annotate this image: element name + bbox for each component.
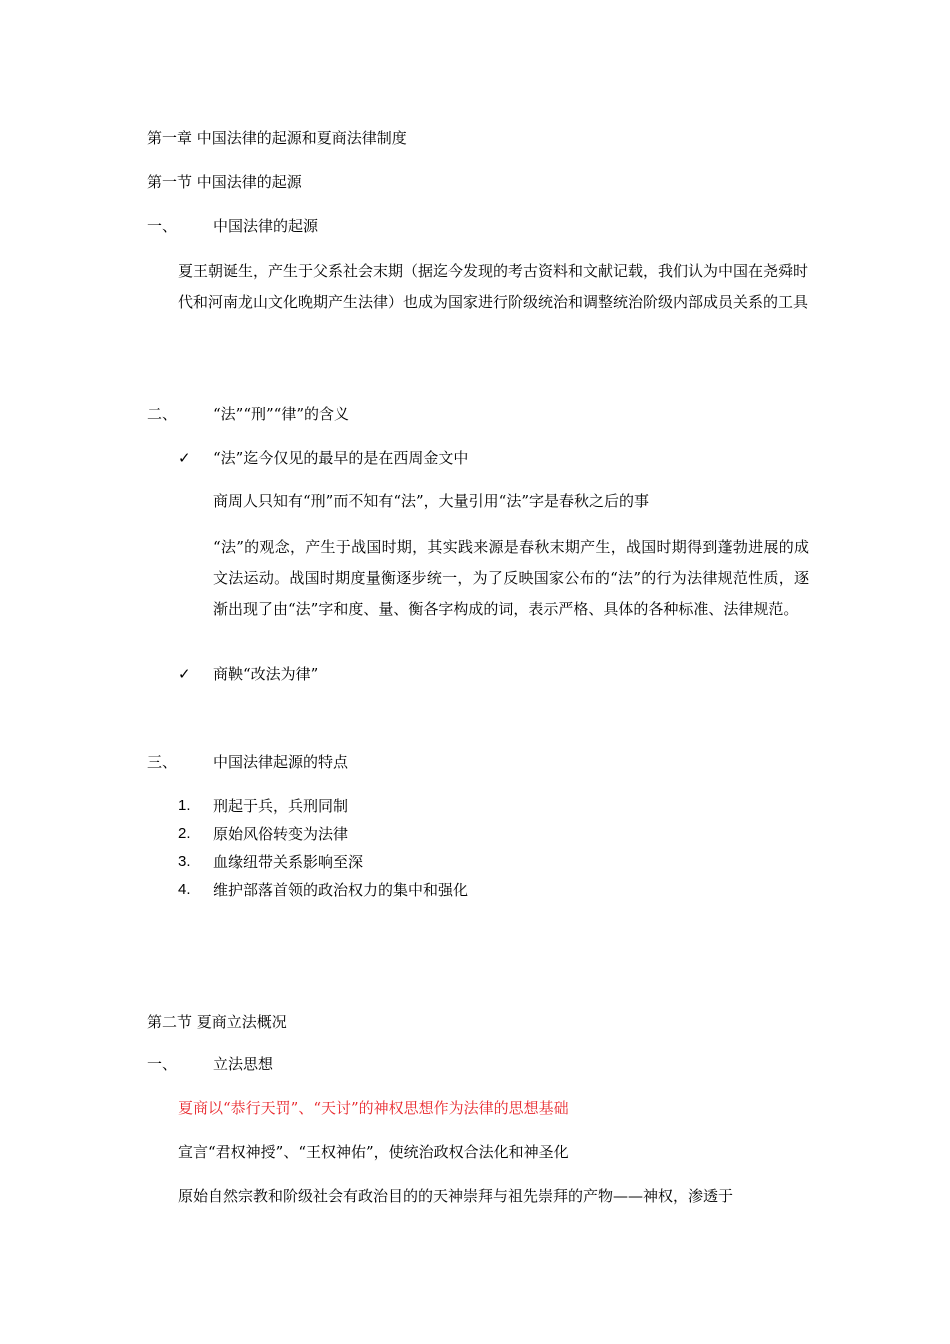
list-item: 维护部落首领的政治权力的集中和强化: [213, 881, 469, 899]
section-2-title: 第二节 夏商立法概况: [147, 1013, 287, 1031]
bullet-1-sub-1: 商周人只知有“刑”而不知有“法”，大量引用“法”字是春秋之后的事: [213, 492, 650, 510]
statement-line-2: 宣言“君权神授”、“王权神佑”，使统治政权合法化和神圣化: [178, 1143, 569, 1161]
checkmark-icon: ✓: [178, 665, 191, 683]
part-2-title: “法”“刑”“律”的含义: [213, 405, 350, 423]
list-item: 刑起于兵，兵刑同制: [213, 797, 349, 815]
checkmark-icon: ✓: [178, 449, 191, 467]
chapter-title: 第一章 中国法律的起源和夏商法律制度: [147, 129, 407, 147]
list-item-number: 3.: [178, 853, 191, 870]
part-3-number: 三、: [147, 753, 178, 771]
section-1-title: 第一节 中国法律的起源: [147, 173, 302, 191]
highlighted-statement: 夏商以“恭行天罚”、“天讨”的神权思想作为法律的思想基础: [178, 1099, 569, 1117]
part-3-title: 中国法律起源的特点: [213, 753, 349, 771]
bullet-2-text: 商鞅“改法为律”: [213, 665, 319, 683]
part-1-title: 中国法律的起源: [213, 217, 319, 235]
list-item-number: 2.: [178, 825, 191, 842]
part-2-number: 二、: [147, 405, 178, 423]
part-1-number: 一、: [147, 217, 178, 235]
section-2-part-1-title: 立法思想: [213, 1055, 274, 1073]
bullet-1-text: “法”迄今仅见的最早的是在西周金文中: [213, 449, 469, 467]
list-item-number: 1.: [178, 797, 191, 814]
part-1-paragraph: 夏王朝诞生，产生于父系社会末期（据迄今发现的考古资料和文献记载，我们认为中国在尧舜时代和河南龙山文化晚期产生法律）也成为国家进行阶级统治和调整统治阶级内部成员关系的工具: [178, 262, 809, 311]
statement-line-3: 原始自然宗教和阶级社会有政治目的的天神崇拜与祖先崇拜的产物——神权，渗透于: [178, 1187, 734, 1205]
list-item: 血缘纽带关系影响至深: [213, 853, 364, 871]
list-item: 原始风俗转变为法律: [213, 825, 349, 843]
bullet-1-sub-2: “法”的观念，产生于战国时期，其实践来源是春秋末期产生，战国时期得到蓬勃进展的成文法运动。战国时期度量衡逐步统一，为了反映国家公布的“法”的行为法律规范性质，逐渐出现了由“法”字和度、量、衡各字构成的词，表示严格、具体的各种标准、法律规范。: [213, 538, 809, 618]
section-2-part-1-number: 一、: [147, 1055, 178, 1073]
list-item-number: 4.: [178, 881, 191, 898]
